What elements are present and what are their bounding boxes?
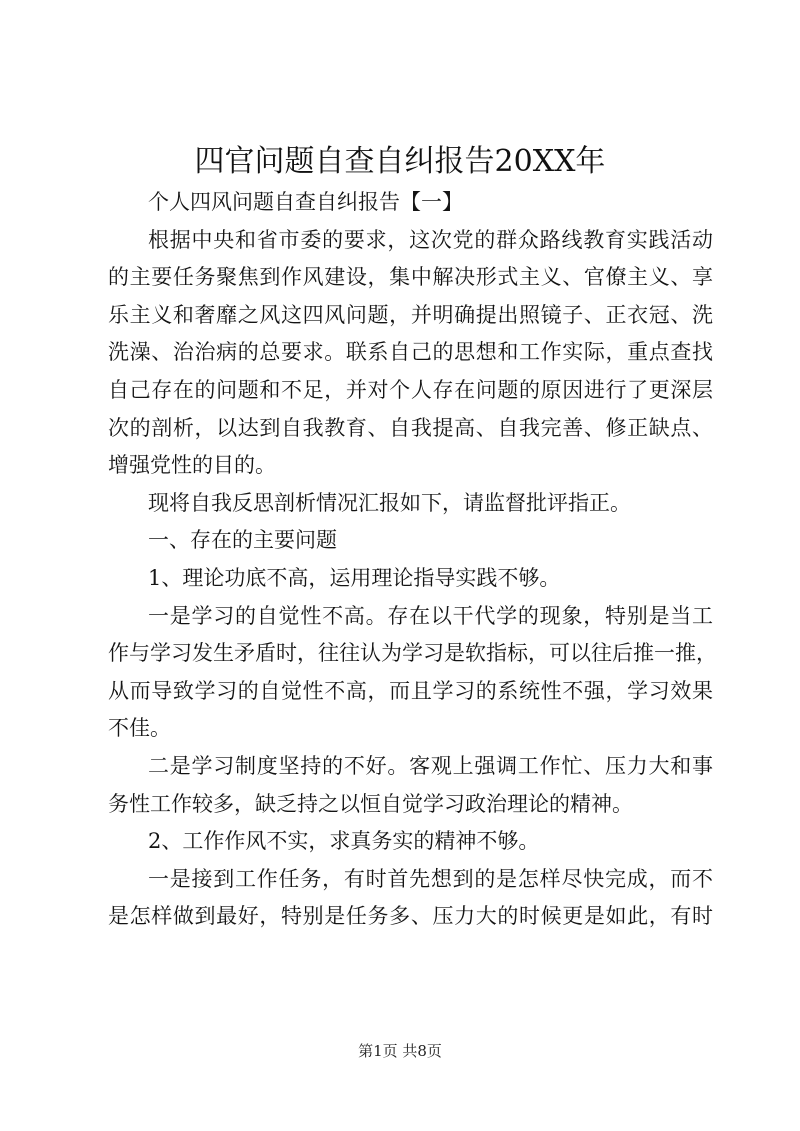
page-footer: 第1页 共8页 <box>358 1042 442 1060</box>
subsection-heading: 1、理论功底不高，运用理论指导实践不够。 <box>148 565 561 590</box>
paragraph-line: 乐主义和奢靡之风这四风问题，并明确提出照镜子、正衣冠、洗 <box>108 302 713 327</box>
paragraph-line: 是怎样做到最好，特别是任务多、压力大的时候更是如此，有时 <box>108 904 713 929</box>
paragraph-line: 不佳。 <box>108 716 171 741</box>
document-body <box>108 184 717 936</box>
paragraph-line: 务性工作较多，缺乏持之以恒自觉学习政治理论的精神。 <box>108 791 633 816</box>
paragraph-line: 的主要任务聚焦到作风建设，集中解决形式主义、官僚主义、享 <box>108 265 713 290</box>
section-heading: 一、存在的主要问题 <box>148 528 337 553</box>
paragraph-line: 洗澡、治治病的总要求。联系自己的思想和工作实际，重点查找 <box>108 340 713 365</box>
paragraph-line: 二是学习制度坚持的不好。客观上强调工作忙、压力大和事 <box>148 753 713 778</box>
document-title: 四官问题自查自纠报告20XX年 <box>194 144 606 179</box>
paragraph-line: 从而导致学习的自觉性不高，而且学习的系统性不强，学习效果 <box>108 678 713 703</box>
paragraph-line: 一是学习的自觉性不高。存在以干代学的现象，特别是当工 <box>148 603 713 628</box>
paragraph-line: 现将自我反思剖析情况汇报如下，请监督批评指正。 <box>148 490 631 515</box>
paragraph-line: 增强党性的目的。 <box>108 453 276 478</box>
subsection-heading: 2、工作作风不实，求真务实的精神不够。 <box>148 829 540 854</box>
paragraph-line: 一是接到工作任务，有时首先想到的是怎样尽快完成，而不 <box>148 866 713 891</box>
paragraph-line: 作与学习发生矛盾时，往往认为学习是软指标，可以往后推一推， <box>108 641 717 666</box>
paragraph-line: 自己存在的问题和不足，并对个人存在问题的原因进行了更深层 <box>108 377 713 402</box>
paragraph-line: 根据中央和省市委的要求，这次党的群众路线教育实践活动 <box>148 227 713 252</box>
section-heading: 个人四风问题自查自纠报告【一】 <box>148 190 463 214</box>
paragraph-line: 次的剖析，以达到自我教育、自我提高、自我完善、修正缺点、 <box>108 415 713 440</box>
